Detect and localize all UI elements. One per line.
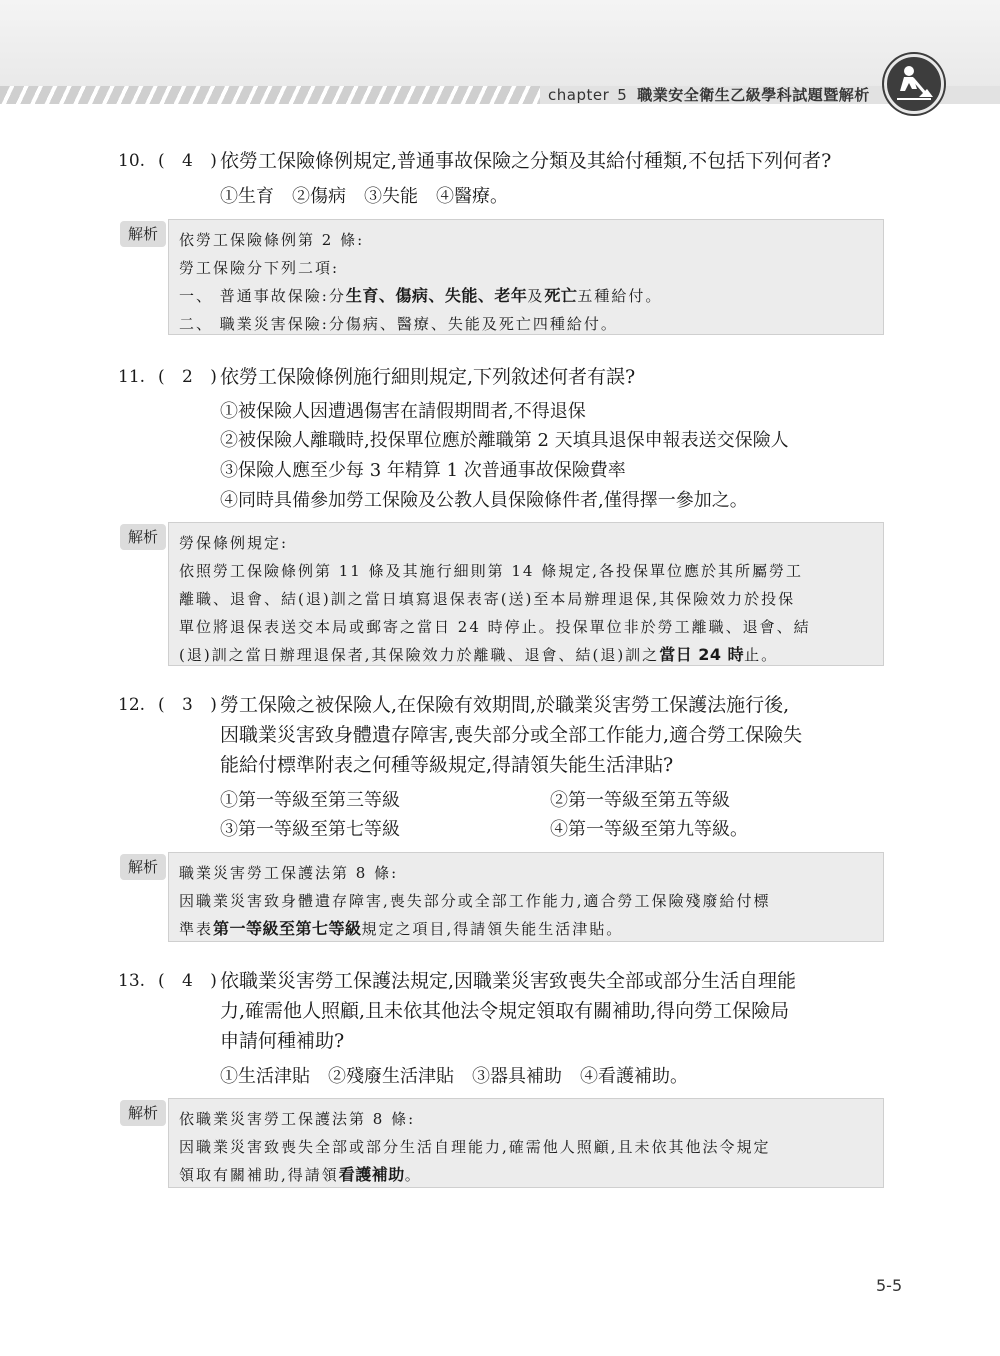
analysis-highlight: 第一等級至第七等級 xyxy=(213,919,362,938)
analysis-line: 離職、退會、結(退)訓之當日填寫退保表寄(送)至本局辦理退保,其保險效力於投保 xyxy=(179,590,796,608)
analysis-tag: 解析 xyxy=(120,854,166,880)
question-option: ③第一等級至第七等級 xyxy=(220,819,400,840)
analysis-line: 勞工保險分下列二項: xyxy=(179,259,340,277)
analysis-line: 依勞工保險條例第 2 條: xyxy=(179,231,365,249)
analysis-line: 依職業災害勞工保護法第 8 條: xyxy=(179,1110,416,1128)
analysis-line: 勞保條例規定: xyxy=(179,534,289,552)
analysis-tag: 解析 xyxy=(120,524,166,550)
analysis-line: 二、 職業災害保險:分傷病、醫療、失能及死亡四種給付。 xyxy=(179,315,618,333)
analysis-text: 規定之項目,得請領失能生活津貼。 xyxy=(361,920,624,938)
question-option: ③保險人應至少每 3 年精算 1 次普通事故保險費率 xyxy=(220,460,626,481)
question-number: 10. xyxy=(118,151,146,171)
analysis-line xyxy=(179,1161,873,1189)
analysis-line: 因職業災害致喪失全部或部分生活自理能力,確需他人照顧,且未依其他法令規定 xyxy=(179,1138,771,1156)
page-header xyxy=(0,0,1000,88)
question-option: ①被保險人因遭遇傷害在請假期間者,不得退保 xyxy=(220,401,586,422)
question-text-cont: 因職業災害致身體遺存障害,喪失部分或全部工作能力,適合勞工保險失 xyxy=(220,724,803,746)
question-text: 勞工保險之被保險人,在保險有效期間,於職業災害勞工保護法施行後, xyxy=(220,694,790,716)
analysis-text: 及 xyxy=(527,287,545,305)
analysis-box xyxy=(168,852,884,942)
analysis-tag: 解析 xyxy=(120,221,166,247)
question-option: ②被保險人離職時,投保單位應於離職第 2 天填具退保申報表送交保險人 xyxy=(220,430,789,451)
analysis-box xyxy=(168,1098,884,1188)
analysis-line xyxy=(179,641,873,669)
analysis-highlight: 生育、傷病、失能、老年 xyxy=(345,286,528,305)
chapter-label: chapter xyxy=(548,86,610,104)
analysis-tag: 解析 xyxy=(120,1100,166,1126)
analysis-text: 。 xyxy=(404,1166,422,1184)
analysis-text: 止。 xyxy=(744,646,779,664)
analysis-line xyxy=(179,915,873,943)
analysis-text: 一、 普通事故保險:分 xyxy=(179,287,346,305)
question-answer: ( 4 ) xyxy=(158,151,223,171)
chapter-heading xyxy=(548,84,870,105)
question-answer: ( 3 ) xyxy=(158,695,223,715)
question-answer: ( 2 ) xyxy=(158,367,223,387)
analysis-highlight: 當日 24 時 xyxy=(659,645,745,664)
question-options: ①生活津貼 ②殘廢生活津貼 ③器具補助 ④看護補助。 xyxy=(220,1066,688,1087)
analysis-line: 單位將退保表送交本局或郵寄之當日 24 時停止。投保單位非於勞工離職、退會、結 xyxy=(179,618,811,636)
analysis-box xyxy=(168,219,884,335)
header-stripe xyxy=(0,86,540,104)
question-text: 依勞工保險條例施行細則規定,下列敘述何者有誤? xyxy=(220,366,636,388)
analysis-highlight: 看護補助 xyxy=(338,1165,405,1184)
analysis-line xyxy=(179,282,873,310)
question-number: 12. xyxy=(118,695,146,715)
question-option: ①第一等級至第三等級 xyxy=(220,790,400,811)
chapter-title: 職業安全衛生乙級學科試題暨解析 xyxy=(637,86,870,104)
question-option: ④同時具備參加勞工保險及公教人員保險條件者,僅得擇一參加之。 xyxy=(220,490,748,511)
question-number: 13. xyxy=(118,971,146,991)
analysis-line: 依照勞工保險條例第 11 條及其施行細則第 14 條規定,各投保單位應於其所屬勞工 xyxy=(179,562,804,580)
question-text: 依勞工保險條例規定,普通事故保險之分類及其給付種類,不包括下列何者? xyxy=(220,150,832,172)
worker-digging-icon xyxy=(884,54,944,114)
analysis-line: 職業災害勞工保護法第 8 條: xyxy=(179,864,399,882)
question-option: ②第一等級至第五等級 xyxy=(550,790,730,811)
analysis-text: 五種給付。 xyxy=(577,287,663,305)
analysis-text: 領取有關補助,得請領 xyxy=(179,1166,339,1184)
analysis-box xyxy=(168,522,884,666)
question-number: 11. xyxy=(118,367,146,387)
chapter-number: 5 xyxy=(617,86,628,104)
analysis-text: 準表 xyxy=(179,920,214,938)
question-text-cont: 力,確需他人照顧,且未依其他法令規定領取有關補助,得向勞工保險局 xyxy=(220,1000,790,1022)
analysis-line: 因職業災害致身體遺存障害,喪失部分或全部工作能力,適合勞工保險殘廢給付標 xyxy=(179,892,771,910)
question-text-cont: 申請何種補助? xyxy=(220,1030,345,1052)
analysis-text: (退)訓之當日辦理退保者,其保險效力於離職、退會、結(退)訓之 xyxy=(179,646,660,664)
question-text-cont: 能給付標準附表之何種等級規定,得請領失能生活津貼? xyxy=(220,754,674,776)
question-options: ①生育 ②傷病 ③失能 ④醫療。 xyxy=(220,186,508,207)
question-answer: ( 4 ) xyxy=(158,971,223,991)
page-number: 5-5 xyxy=(876,1276,903,1295)
question-option: ④第一等級至第九等級。 xyxy=(550,819,748,840)
question-text: 依職業災害勞工保護法規定,因職業災害致喪失全部或部分生活自理能 xyxy=(220,970,797,992)
analysis-highlight: 死亡 xyxy=(544,286,578,305)
